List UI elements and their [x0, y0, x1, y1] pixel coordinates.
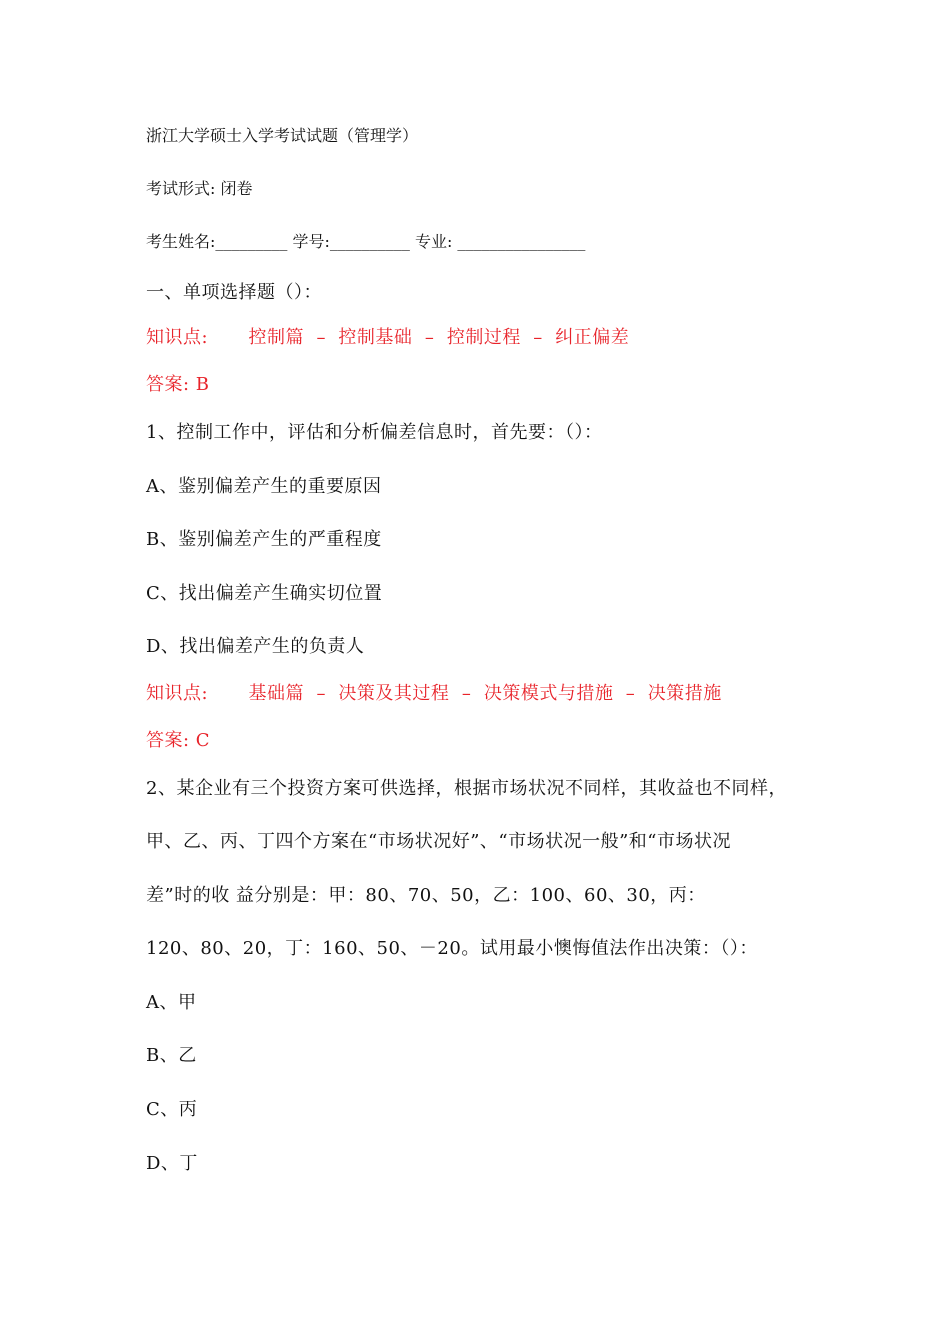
- question-2-option-a: A、甲: [146, 992, 197, 1013]
- question-2-stem-line-4: 120、80、20，丁：160、50、－20。试用最小懊悔值法作出决策：（）：: [146, 938, 758, 959]
- answer-1: 答案: B: [146, 374, 210, 395]
- answer-2: 答案: C: [146, 730, 211, 751]
- question-1-option-a: A、鉴别偏差产生的重要原因: [146, 476, 382, 497]
- knowledge-point-1: [146, 329, 629, 347]
- knowledge-label: 知识点:: [146, 683, 209, 704]
- question-2-stem-line-2: 甲、乙、丙、丁四个方案在“市场状况好”、“市场状况一般”和“市场状况: [146, 831, 732, 852]
- question-1-option-c: C、找出偏差产生确实切位置: [146, 583, 383, 604]
- knowledge-path: 控制篇 – 控制基础 – 控制过程 – 纠正偏差: [248, 327, 630, 348]
- exam-form: 考试形式: 闭卷: [146, 179, 253, 198]
- question-2-stem-line-1: 2、某企业有三个投资方案可供选择，根据市场状况不同样，其收益也不同样，: [146, 778, 787, 799]
- question-1-option-b: B、鉴别偏差产生的严重程度: [146, 529, 382, 550]
- question-2-option-c: C、丙: [146, 1099, 198, 1120]
- question-1-option-d: D、找出偏差产生的负责人: [146, 636, 365, 657]
- question-1-stem: 1、控制工作中，评估和分析偏差信息时，首先要：（）：: [146, 422, 603, 443]
- student-info-line: 考生姓名:_________ 学号:__________ 专业: ________________: [146, 232, 586, 251]
- knowledge-label: 知识点:: [146, 327, 209, 348]
- document-title: 浙江大学硕士入学考试试题（管理学）: [146, 126, 419, 145]
- knowledge-path: 基础篇 – 决策及其过程 – 决策模式与措施 – 决策措施: [248, 683, 722, 704]
- knowledge-point-2: [146, 685, 722, 703]
- question-2-option-d: D、丁: [146, 1153, 198, 1174]
- question-2-stem-line-3: 差”时的收 益分别是：甲：80、70、50，乙：100、60、30，丙：: [146, 885, 706, 906]
- section-title: 一、单项选择题（）：: [146, 282, 322, 303]
- question-2-option-b: B、乙: [146, 1045, 197, 1066]
